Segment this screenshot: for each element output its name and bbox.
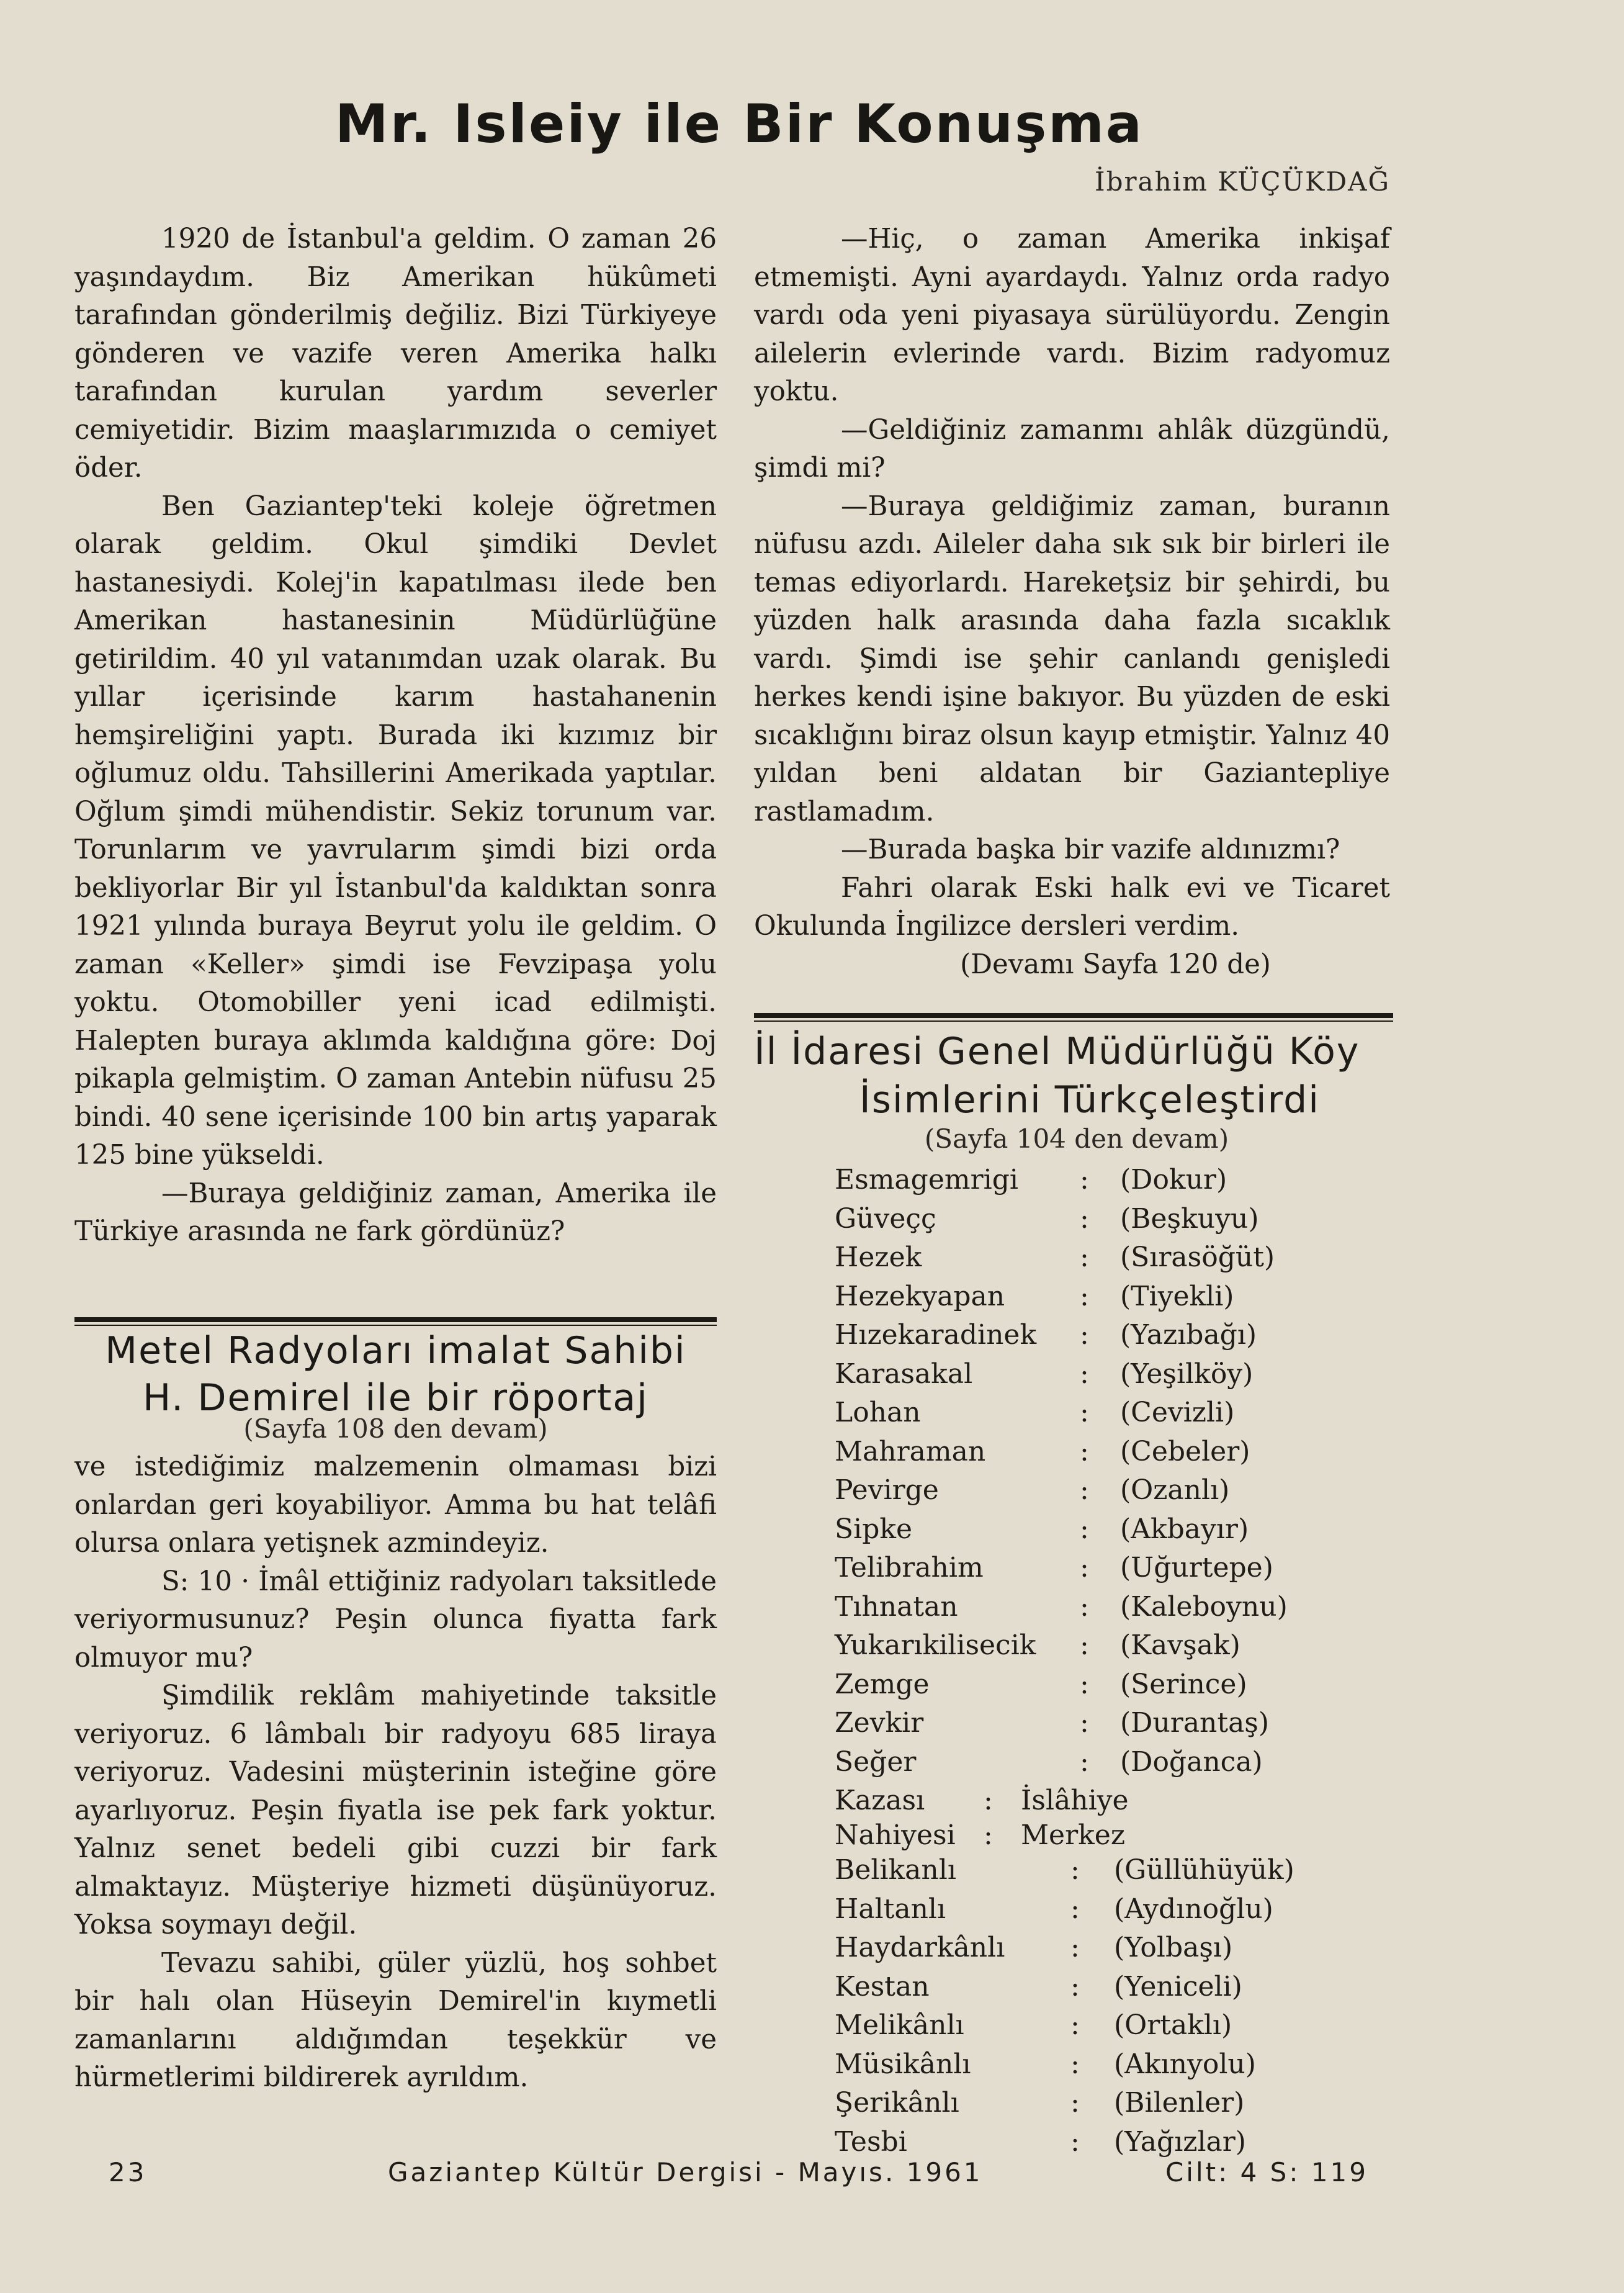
radio-article-body xyxy=(74,1448,717,2097)
new-name: (Sırasöğüt) xyxy=(1120,1241,1275,1273)
new-name: (Bilenler) xyxy=(1114,2087,1245,2119)
paragraph: —Buraya geldiğimiz zaman, buranın nüfusu azdı. Aileler daha sık sık bir birleri ile temas ediyorlardı. Harekeţsiz bir şehirdi, bu yüzden halk arasında daha fazla sıcaklık vardı. Şimdi ise şehir canlandı genişledi herkes kendi işine bakıyor. Bu yüzden de eski sıcaklığını biraz olsun kayıp etmiştir. Yalnız 40 yıldan beni aldatan bir Gaziantepliye rastlamadım. xyxy=(754,490,1390,827)
interview-right-column xyxy=(754,220,1390,984)
new-name: (Serince) xyxy=(1120,1668,1247,1700)
list-item xyxy=(835,1474,1381,1513)
section-divider xyxy=(754,1013,1393,1018)
new-name: (Akbayır) xyxy=(1120,1513,1249,1545)
list-item xyxy=(835,1552,1381,1591)
list-item xyxy=(835,1854,1381,1893)
new-name: (Ozanlı) xyxy=(1120,1474,1230,1506)
new-name: (Aydınoğlu) xyxy=(1114,1893,1273,1925)
paragraph: S: 10 · İmâl ettiğiniz radyoları taksitlede veriyormusunuz? Peşin olunca fiyatta fark olmuyor mu? xyxy=(74,1565,717,1674)
paragraph: —Geldiğiniz zamanmı ahlâk düzgündü, şimdi mi? xyxy=(754,414,1390,484)
paragraph: —Burada başka bir vazife aldınızmı? xyxy=(841,834,1340,865)
separator: : xyxy=(1080,1707,1089,1739)
old-name: Zevkir xyxy=(835,1707,924,1739)
paragraph: —Buraya geldiğiniz zaman, Amerika ile Türkiye arasında ne fark gördünüz? xyxy=(74,1178,717,1247)
page-number: 23 xyxy=(109,2157,147,2187)
old-name: Sipke xyxy=(835,1513,913,1545)
list-item xyxy=(835,1281,1381,1320)
separator: : xyxy=(1070,2087,1080,2119)
separator: : xyxy=(1080,1590,1089,1623)
separator: : xyxy=(1080,1164,1089,1196)
new-name: (Yeşilköy) xyxy=(1120,1358,1254,1390)
separator: : xyxy=(1080,1241,1089,1273)
paragraph: Ben Gaziantep'teki koleje öğretmen olarak geldim. Okul şimdiki Devlet hastanesiydi. Kolej'in kapatılması ilede ben Amerikan hastanesinin Müdürlüğüne getirildim. 40 yıl vatanımdan uzak olarak. Bu yıllar içerisinde karım hastahanenin hemşireliğini yaptı. Burada iki kızımız bir oğlumuz oldu. Tahsillerini Amerikada yaptılar. Oğlum şimdi mühendistir. Sekiz torunum var. Torunlarım ve yavrularım şimdi bizi orda bekliyorlar Bir yıl İstanbul'da kaldıktan sonra 1921 yılında buraya Beyrut yolu ile geldim. O zaman «Keller» şimdi ise Fevzipaşa yolu yoktu. Otomobiller yeni icad edilmişti. Halepten buraya aklımda kaldığına göre: Doj pikapla gelmiştim. O zaman Antebin nüfusu 25 bindi. 40 sene içerisinde 100 bin artış yaparak 125 bine yükseldi. xyxy=(74,490,717,1171)
old-name: Seğer xyxy=(835,1746,917,1778)
separator: : xyxy=(1080,1202,1089,1235)
paragraph: Tevazu sahibi, güler yüzlü, hoş sohbet bir halı olan Hüseyin Demirel'in kıymetli zamanlarını aldığımdan teşekkür ve hürmetlerimi bildirerek ayrıldım. xyxy=(74,1947,717,2093)
list-item xyxy=(835,1707,1381,1746)
new-name: (Yağızlar) xyxy=(1114,2125,1246,2158)
continued-note: (Devamı Sayfa 120 de) xyxy=(960,948,1271,980)
new-name: (Durantaş) xyxy=(1120,1707,1270,1739)
publication-info: Gaziantep Kültür Dergisi - Mayıs. 1961 xyxy=(388,2157,983,2187)
article-author: İbrahim KÜÇÜKDAĞ xyxy=(1095,166,1390,197)
section-divider xyxy=(74,1317,717,1322)
separator: : xyxy=(1080,1397,1089,1428)
paragraph: ve istediğimiz malzemenin olmaması bizi onlardan geri koyabiliyor. Amma bu hat telâfi olursa onlara yetişnek azmindeyiz. xyxy=(74,1451,717,1559)
old-name: Belikanlı xyxy=(835,1854,956,1886)
old-name: Zemge xyxy=(835,1668,930,1700)
new-name: (Ortaklı) xyxy=(1114,2009,1232,2041)
title-line: İsimlerini Türkçeleştirdi xyxy=(859,1078,1320,1122)
old-name: Tesbi xyxy=(835,2125,907,2158)
old-name: Pevirge xyxy=(835,1474,939,1506)
new-name: (Tiyekli) xyxy=(1120,1280,1234,1312)
volume-info: Cilt: 4 S: 119 xyxy=(1165,2157,1368,2187)
separator: : xyxy=(1070,2009,1080,2041)
list-item xyxy=(835,2009,1381,2048)
paragraph: —Hiç, o zaman Amerika inkişaf etmemişti. Ayni ayardaydı. Yalnız orda radyo vardı oda yeni piyasaya sürülüyordu. Zengin ailelerin evlerinde vardı. Bizim radyomuz yoktu. xyxy=(754,223,1390,407)
new-name: (Cevizli) xyxy=(1120,1397,1235,1428)
new-name: (Beşkuyu) xyxy=(1120,1202,1259,1235)
old-name: Esmagemrigi xyxy=(835,1164,1018,1196)
new-name: (Yazıbağı) xyxy=(1120,1319,1257,1351)
list-item xyxy=(835,1893,1381,1932)
new-name: (Güllühüyük) xyxy=(1114,1854,1294,1886)
new-name: (Dokur) xyxy=(1120,1164,1227,1196)
radio-article-title xyxy=(74,1327,717,1421)
new-name: (Doğanca) xyxy=(1120,1746,1263,1778)
section-divider xyxy=(754,1020,1393,1022)
label: Nahiyesi xyxy=(835,1819,956,1851)
separator: : xyxy=(1070,1893,1080,1925)
list-item xyxy=(835,1164,1381,1203)
separator: : xyxy=(1080,1435,1089,1467)
list-item xyxy=(835,1436,1381,1475)
separator: : xyxy=(1080,1513,1089,1545)
list-item xyxy=(835,1203,1381,1242)
list-item xyxy=(835,1241,1381,1281)
old-name: Mahraman xyxy=(835,1435,986,1467)
list-item xyxy=(835,1319,1381,1358)
article-title: Mr. Isleiy ile Bir Konuşma xyxy=(335,93,1144,155)
list-item xyxy=(835,1397,1381,1436)
old-name: Kestan xyxy=(835,1970,930,2002)
old-name: Hezekyapan xyxy=(835,1280,1005,1312)
title-line: Metel Radyoları imalat Sahibi xyxy=(105,1329,686,1372)
separator: : xyxy=(1080,1668,1089,1700)
separator: : xyxy=(1080,1746,1089,1778)
village-name-list xyxy=(835,1164,1381,2165)
new-name: (Yolbaşı) xyxy=(1114,1932,1233,1963)
list-item xyxy=(835,1591,1381,1630)
separator: : xyxy=(1080,1552,1089,1583)
separator: : xyxy=(1070,1854,1080,1886)
new-name: (Kavşak) xyxy=(1120,1629,1240,1661)
separator: : xyxy=(1070,2125,1080,2158)
old-name: Güveçç xyxy=(835,1202,936,1235)
value: İslâhiye xyxy=(1021,1785,1129,1816)
old-name: Hızekaradinek xyxy=(835,1319,1037,1351)
separator: : xyxy=(1080,1629,1089,1661)
separator: : xyxy=(984,1785,993,1816)
list-item xyxy=(835,1932,1381,1971)
separator: : xyxy=(1070,2048,1080,2080)
old-name: Karasakal xyxy=(835,1358,973,1390)
list-item xyxy=(835,1971,1381,2010)
paragraph: Fahri olarak Eski halk evi ve Ticaret Okulunda İngilizce dersleri verdim. xyxy=(754,872,1390,942)
paragraph: Şimdilik reklâm mahiyetinde taksitle veriyoruz. 6 lâmbalı bir radyoyu 685 liraya veriyoruz. Vadesini müşterinin isteğine göre ayarlıyoruz. Peşin fiyatla ise pek fark yoktur. Yalnız senet bedeli gibi cuzzi bir fark almaktayız. Müşteriye hizmeti düşünüyoruz. Yoksa soymayı değil. xyxy=(74,1680,717,1940)
subdistrict-header xyxy=(835,1819,1381,1854)
continued-from-note: (Sayfa 108 den devam) xyxy=(243,1413,548,1444)
old-name: Haltanlı xyxy=(835,1893,946,1925)
old-name: Müsikânlı xyxy=(835,2048,971,2080)
interview-left-column xyxy=(74,220,717,1251)
paragraph: 1920 de İstanbul'a geldim. O zaman 26 yaşındaydım. Biz Amerikan hükûmeti tarafından gönderilmiş değiliz. Bizi Türkiyeye gönderen ve vazife veren Amerika halkı tarafından kurulan yardım severler cemiyetidir. Bizim maaşlarımızıda o cemiyet öder. xyxy=(74,223,717,484)
list-item xyxy=(835,1358,1381,1397)
old-name: Telibrahim xyxy=(835,1552,984,1583)
new-name: (Kaleboynu) xyxy=(1120,1590,1288,1623)
old-name: Melikânlı xyxy=(835,2009,964,2041)
list-item xyxy=(835,1746,1381,1785)
list-item xyxy=(835,1513,1381,1552)
list-item xyxy=(835,2048,1381,2088)
old-name: Haydarkânlı xyxy=(835,1932,1005,1963)
section-divider xyxy=(74,1325,717,1326)
separator: : xyxy=(1080,1319,1089,1351)
old-name: Hezek xyxy=(835,1241,922,1273)
list-item xyxy=(835,2087,1381,2126)
separator: : xyxy=(1080,1280,1089,1312)
list-item xyxy=(835,1629,1381,1669)
new-name: (Yeniceli) xyxy=(1114,1970,1242,2002)
list-item xyxy=(835,1669,1381,1708)
separator: : xyxy=(1070,1970,1080,2002)
separator: : xyxy=(984,1819,993,1851)
village-names-title xyxy=(754,1027,1399,1124)
old-name: Tıhnatan xyxy=(835,1590,958,1623)
separator: : xyxy=(1080,1474,1089,1506)
separator: : xyxy=(1080,1358,1089,1390)
district-header xyxy=(835,1785,1381,1819)
continued-from-note: (Sayfa 104 den devam) xyxy=(924,1124,1229,1154)
page-footer xyxy=(109,2157,1368,2194)
title-line: H. Demirel ile bir röportaj xyxy=(143,1376,648,1420)
old-name: Şerikânlı xyxy=(835,2087,959,2119)
label: Kazası xyxy=(835,1785,925,1816)
new-name: (Uğurtepe) xyxy=(1120,1552,1273,1583)
title-line: İl İdaresi Genel Müdürlüğü Köy xyxy=(754,1030,1360,1073)
separator: : xyxy=(1070,1932,1080,1963)
new-name: (Akınyolu) xyxy=(1114,2048,1256,2080)
new-name: (Cebeler) xyxy=(1120,1435,1250,1467)
value: Merkez xyxy=(1021,1819,1126,1851)
old-name: Lohan xyxy=(835,1397,921,1428)
old-name: Yukarıkilisecik xyxy=(835,1629,1036,1661)
